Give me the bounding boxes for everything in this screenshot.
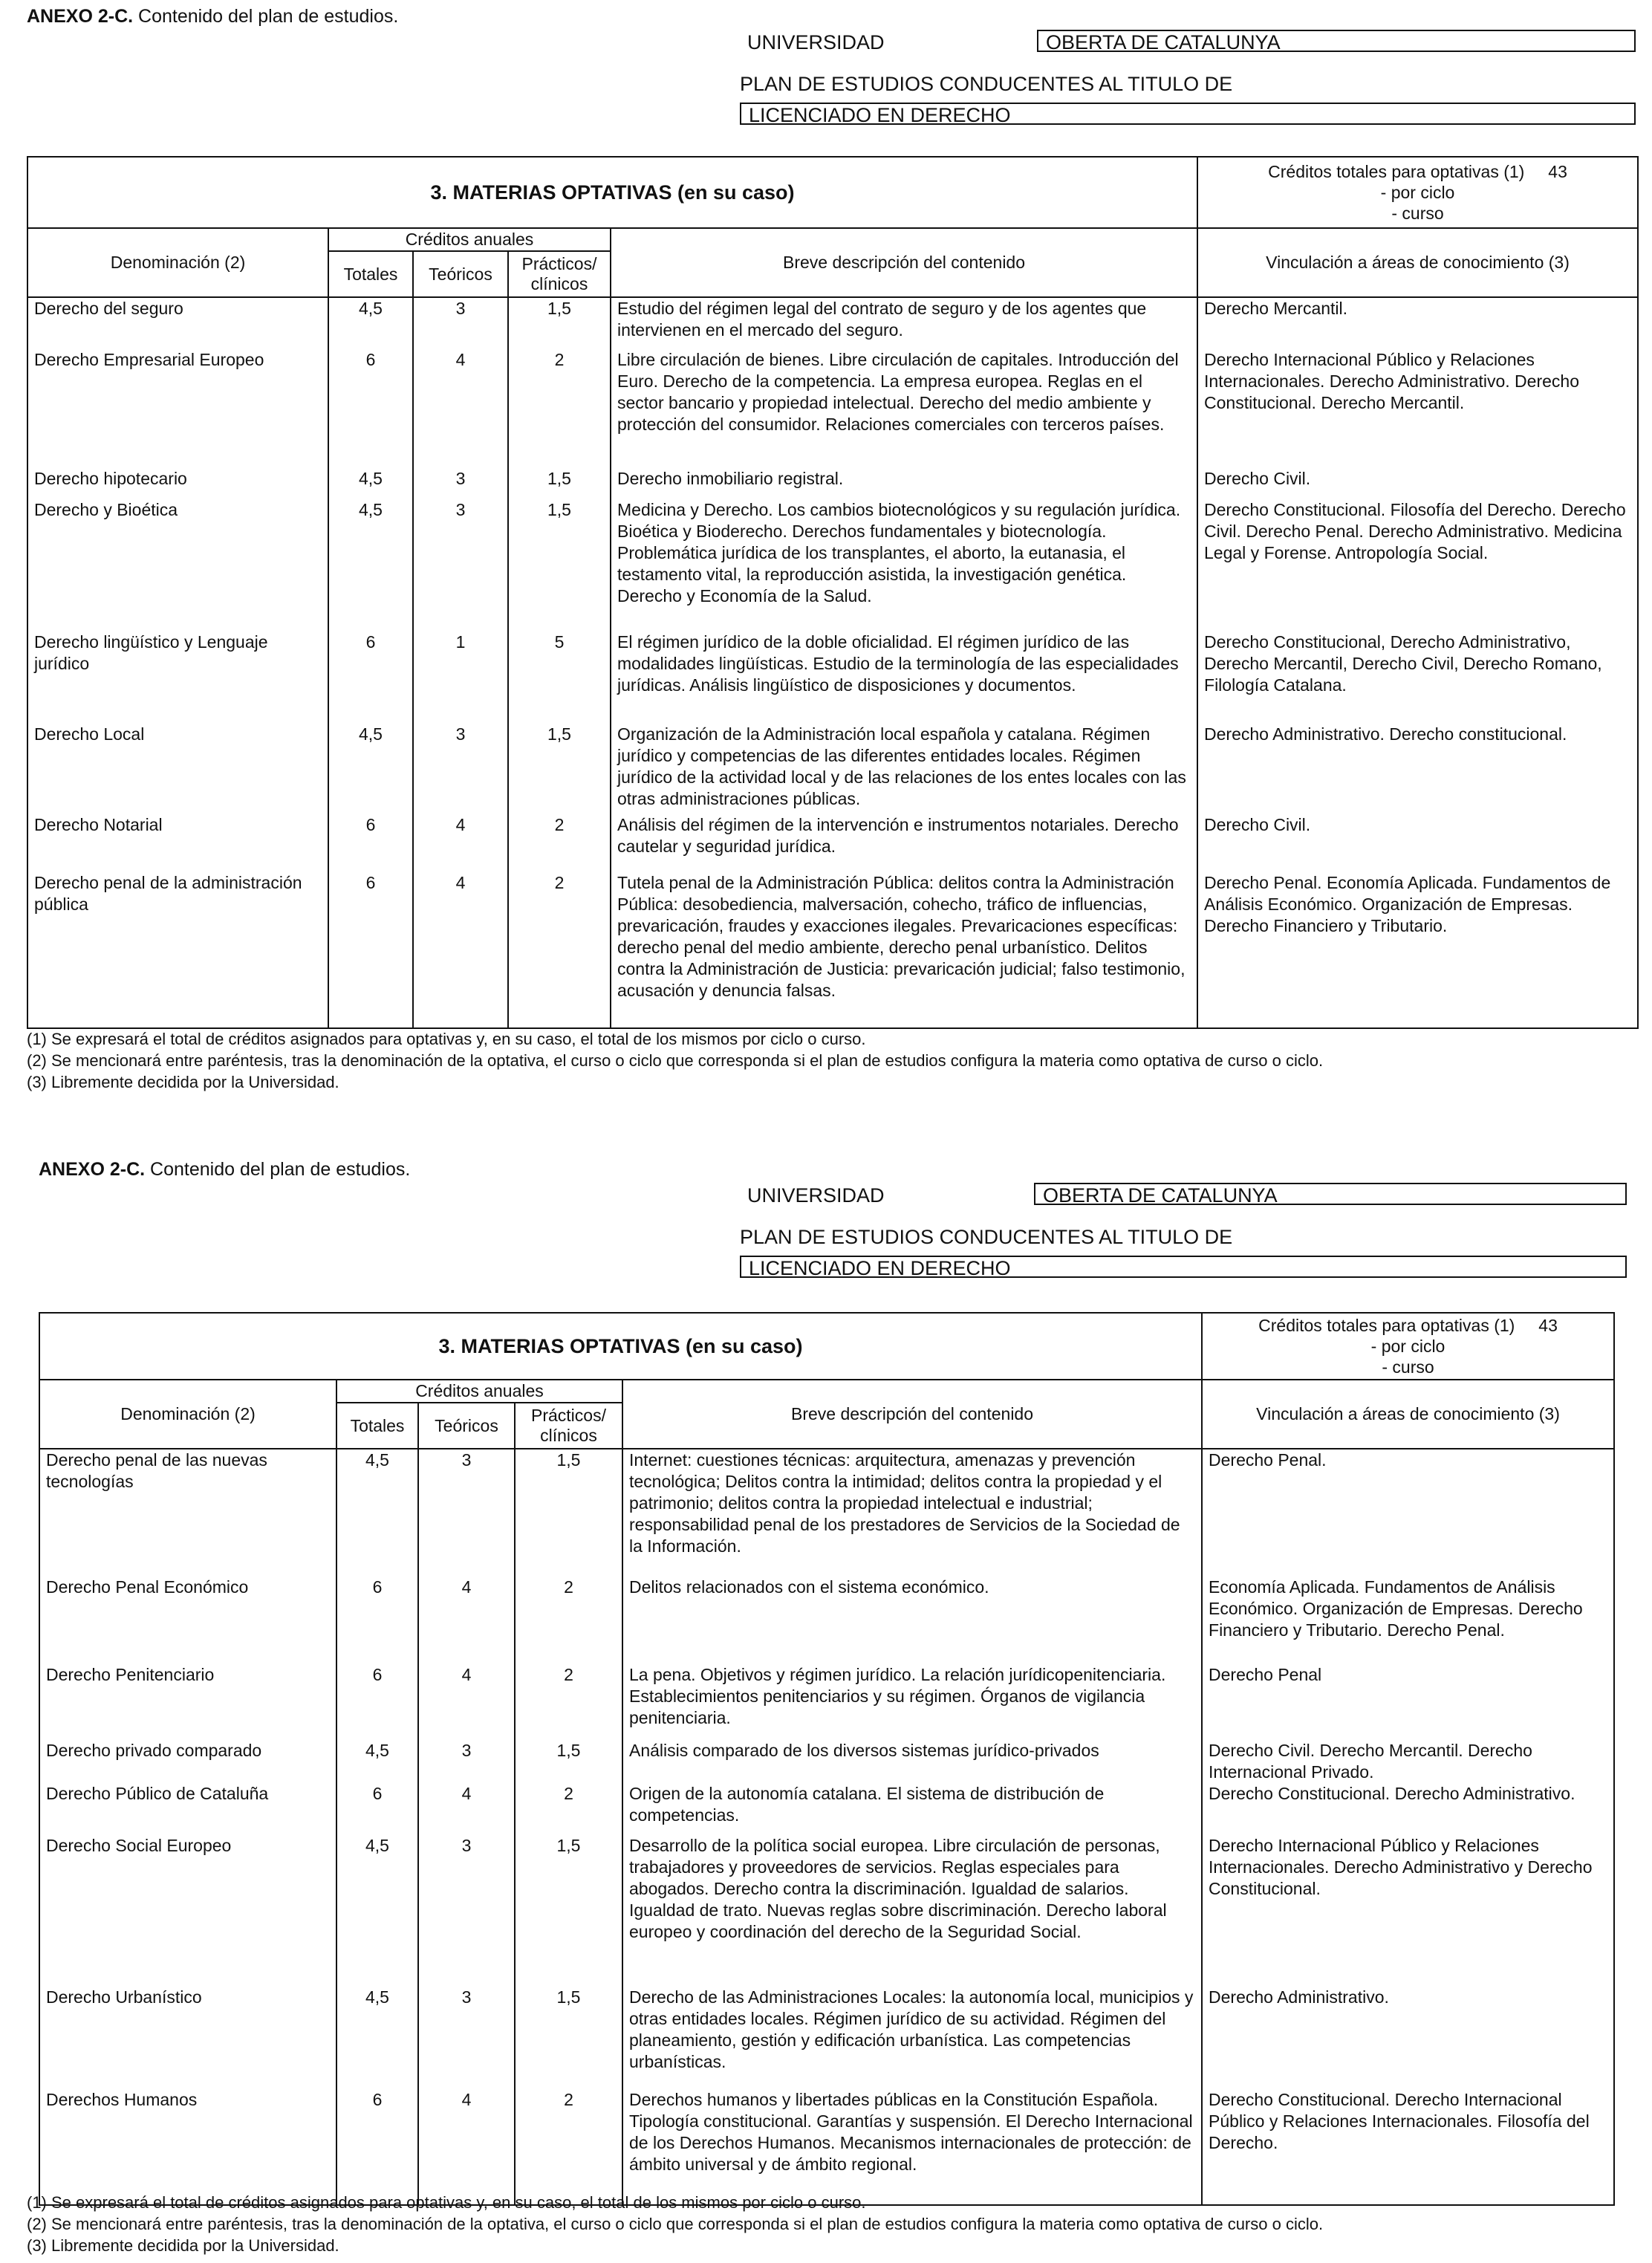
annex-heading: ANEXO 2-C. Contenido del plan de estudios.	[39, 1159, 411, 1180]
table-row	[39, 1740, 1614, 1783]
table-row	[39, 1449, 1614, 1577]
row-vinculacion: Derecho Civil.	[1197, 468, 1638, 499]
row-teoricos: 3	[413, 724, 508, 814]
row-vinculacion: Economía Aplicada. Fundamentos de Análisis Económico. Organización de Empresas. Derecho Financiero y Tributario. Derecho Penal.	[1202, 1577, 1614, 1664]
row-totales: 4,5	[328, 468, 413, 499]
row-teoricos: 3	[418, 1987, 515, 2089]
row-teoricos: 3	[418, 1449, 515, 1577]
row-descripcion: Origen de la autonomía catalana. El sistema de distribución de competencias.	[622, 1783, 1202, 1835]
row-practicos: 1,5	[508, 724, 611, 814]
row-vinculacion: Derecho Administrativo. Derecho constitucional.	[1197, 724, 1638, 814]
row-teoricos: 3	[418, 1835, 515, 1987]
row-practicos: 2	[515, 1783, 622, 1835]
table-row	[39, 2089, 1614, 2205]
col-teoricos: Teóricos	[413, 251, 508, 297]
creditos-totales-cell: Créditos totales para optativas (1) 43 - por ciclo - curso	[1197, 157, 1638, 228]
row-teoricos: 4	[418, 1577, 515, 1664]
row-totales: 6	[336, 1664, 418, 1740]
row-vinculacion: Derecho Internacional Público y Relaciones Internacionales. Derecho Administrativo. Derecho Constitucional. Derecho Mercantil.	[1197, 349, 1638, 468]
row-practicos: 1,5	[508, 297, 611, 349]
row-descripcion: Análisis comparado de los diversos sistemas jurídico-privados	[622, 1740, 1202, 1783]
row-practicos: 2	[508, 814, 611, 872]
row-descripcion: El régimen jurídico de la doble oficialidad. El régimen jurídico de las modalidades lingüísticas. Estudio de la terminología de las especialidades jurídicas. Análisis lingüístico de disposiciones y documentos.	[611, 632, 1197, 724]
row-totales: 6	[336, 1783, 418, 1835]
table-row	[39, 1664, 1614, 1740]
row-descripcion: Análisis del régimen de la intervención e instrumentos notariales. Derecho cautelar y seguridad jurídica.	[611, 814, 1197, 872]
row-denominacion: Derecho Urbanístico	[39, 1987, 336, 2089]
row-totales: 4,5	[328, 297, 413, 349]
row-descripcion: Delitos relacionados con el sistema económico.	[622, 1577, 1202, 1664]
row-descripcion: Derecho inmobiliario registral.	[611, 468, 1197, 499]
table-row	[39, 1783, 1614, 1835]
table-row	[27, 468, 1638, 499]
row-teoricos: 4	[413, 814, 508, 872]
row-denominacion: Derecho hipotecario	[27, 468, 328, 499]
creditos-totales-cell: Créditos totales para optativas (1) 43 - por ciclo - curso	[1202, 1313, 1614, 1380]
row-descripcion: Derechos humanos y libertades públicas en la Constitución Española. Tipología constitucional. Garantías y suspensión. El Derecho Internacional de los Derechos Humanos. Mecanismos internacionales de protección: de ámbito universal y de ámbito regional.	[622, 2089, 1202, 2205]
col-vinculacion: Vinculación a áreas de conocimiento (3)	[1197, 228, 1638, 297]
table-row	[27, 297, 1638, 349]
row-vinculacion: Derecho Constitucional. Filosofía del Derecho. Derecho Civil. Derecho Penal. Derecho Administrativo. Medicina Legal y Forense. Antropología Social.	[1197, 499, 1638, 632]
row-teoricos: 3	[413, 468, 508, 499]
row-teoricos: 1	[413, 632, 508, 724]
row-vinculacion: Derecho Civil.	[1197, 814, 1638, 872]
row-practicos: 2	[515, 1664, 622, 1740]
row-teoricos: 4	[418, 1664, 515, 1740]
col-denominacion: Denominación (2)	[27, 228, 328, 297]
universidad-label: UNIVERSIDAD	[747, 1184, 885, 1207]
universidad-value: OBERTA DE CATALUNYA	[1037, 30, 1636, 52]
footnote-1: (1) Se expresará el total de créditos asignados para optativas y, en su caso, el total de los mismos por ciclo o curso.	[27, 1030, 866, 1048]
row-descripcion: Derecho de las Administraciones Locales: la autonomía local, municipios y otras entidades locales. Régimen jurídico de su actividad. Régimen del planeamiento, gestión y edificación urbanística. Las competencias urbanísticas.	[622, 1987, 1202, 2089]
row-vinculacion: Derecho Constitucional. Derecho Internacional Público y Relaciones Internacionales. Filosofía del Derecho.	[1202, 2089, 1614, 2205]
table-row	[39, 1577, 1614, 1664]
row-denominacion: Derecho Penitenciario	[39, 1664, 336, 1740]
row-practicos: 1,5	[515, 1740, 622, 1783]
row-descripcion: Organización de la Administración local española y catalana. Régimen jurídico y competencias de las diferentes entidades locales. Régimen jurídico de la actividad local y de las relaciones de los entes locales con las otras administraciones públicas.	[611, 724, 1197, 814]
row-denominacion: Derecho Social Europeo	[39, 1835, 336, 1987]
row-totales: 4,5	[328, 724, 413, 814]
row-denominacion: Derecho privado comparado	[39, 1740, 336, 1783]
row-teoricos: 4	[418, 1783, 515, 1835]
col-teoricos: Teóricos	[418, 1403, 515, 1449]
row-denominacion: Derecho penal de la administración pública	[27, 872, 328, 1028]
table-row	[39, 1835, 1614, 1987]
row-denominacion: Derecho Notarial	[27, 814, 328, 872]
row-denominacion: Derecho Local	[27, 724, 328, 814]
row-vinculacion: Derecho Administrativo.	[1202, 1987, 1614, 2089]
footnote-2: (2) Se mencionará entre paréntesis, tras la denominación de la optativa, el curso o ciclo que corresponda si el plan de estudios configura la materia como optativa de curso o ciclo.	[27, 1051, 1324, 1070]
row-vinculacion: Derecho Constitucional. Derecho Administrativo.	[1202, 1783, 1614, 1835]
footnotes	[27, 2192, 1323, 2256]
row-descripcion: Internet: cuestiones técnicas: arquitectura, amenazas y prevención tecnológica; Delitos contra la intimidad; delitos contra la propiedad y el patrimonio; delitos contra la propiedad intelectual e industrial; responsabilidad penal de los prestadores de Servicios de la Sociedad de la Información.	[622, 1449, 1202, 1577]
universidad-value: OBERTA DE CATALUNYA	[1034, 1183, 1627, 1205]
section-title: 3. MATERIAS OPTATIVAS (en su caso)	[39, 1313, 1202, 1380]
table-row	[27, 814, 1638, 872]
universidad-label: UNIVERSIDAD	[747, 31, 885, 53]
row-teoricos: 3	[413, 297, 508, 349]
plan-value: LICENCIADO EN DERECHO	[740, 103, 1636, 125]
row-practicos: 2	[515, 2089, 622, 2205]
row-denominacion: Derecho penal de las nuevas tecnologías	[39, 1449, 336, 1577]
plan-label: PLAN DE ESTUDIOS CONDUCENTES AL TITULO DE	[740, 1226, 1233, 1248]
col-totales: Totales	[328, 251, 413, 297]
row-vinculacion: Derecho Civil. Derecho Mercantil. Derecho Internacional Privado.	[1202, 1740, 1614, 1783]
col-totales: Totales	[336, 1403, 418, 1449]
table-row	[27, 632, 1638, 724]
footnotes	[27, 1028, 1323, 1093]
row-teoricos: 4	[413, 349, 508, 468]
col-vinculacion: Vinculación a áreas de conocimiento (3)	[1202, 1380, 1614, 1449]
row-descripcion: Desarrollo de la política social europea. Libre circulación de personas, trabajadores y proveedores de servicios. Reglas especiales para abogados. Derecho contra la discriminación. Igualdad de salarios. Igualdad de trato. Nuevas reglas sobre discriminación. Derecho laboral europeo y coordinación del derecho de la Seguridad Social.	[622, 1835, 1202, 1987]
footnote-3: (3) Libremente decidida por la Universidad.	[27, 2236, 339, 2255]
row-denominacion: Derecho Empresarial Europeo	[27, 349, 328, 468]
annex-heading: ANEXO 2-C. Contenido del plan de estudios.	[27, 6, 399, 27]
table-row	[27, 499, 1638, 632]
row-descripcion: Estudio del régimen legal del contrato de seguro y de los agentes que intervienen en el mercado del seguro.	[611, 297, 1197, 349]
footnote-2: (2) Se mencionará entre paréntesis, tras la denominación de la optativa, el curso o ciclo que corresponda si el plan de estudios configura la materia como optativa de curso o ciclo.	[27, 2215, 1324, 2233]
row-totales: 6	[336, 1577, 418, 1664]
row-practicos: 1,5	[508, 468, 611, 499]
row-vinculacion: Derecho Internacional Público y Relaciones Internacionales. Derecho Administrativo y Derecho Constitucional.	[1202, 1835, 1614, 1987]
row-practicos: 5	[508, 632, 611, 724]
optativas-table	[27, 156, 1639, 1029]
row-totales: 6	[328, 632, 413, 724]
col-denominacion: Denominación (2)	[39, 1380, 336, 1449]
row-totales: 6	[328, 872, 413, 1028]
row-teoricos: 4	[413, 872, 508, 1028]
row-practicos: 1,5	[508, 499, 611, 632]
footnote-1: (1) Se expresará el total de créditos asignados para optativas y, en su caso, el total de los mismos por ciclo o curso.	[27, 2193, 866, 2212]
row-denominacion: Derecho Público de Cataluña	[39, 1783, 336, 1835]
row-totales: 4,5	[336, 1740, 418, 1783]
table-row	[39, 1987, 1614, 2089]
row-denominacion: Derecho y Bioética	[27, 499, 328, 632]
plan-value: LICENCIADO EN DERECHO	[740, 1256, 1627, 1278]
row-teoricos: 3	[413, 499, 508, 632]
row-denominacion: Derecho Penal Económico	[39, 1577, 336, 1664]
row-denominacion: Derecho del seguro	[27, 297, 328, 349]
section-title: 3. MATERIAS OPTATIVAS (en su caso)	[27, 157, 1197, 228]
table-row	[27, 872, 1638, 1028]
row-practicos: 1,5	[515, 1449, 622, 1577]
row-totales: 6	[328, 814, 413, 872]
row-vinculacion: Derecho Mercantil.	[1197, 297, 1638, 349]
footnote-3: (3) Libremente decidida por la Universidad.	[27, 1073, 339, 1091]
table-row	[27, 724, 1638, 814]
row-descripcion: Medicina y Derecho. Los cambios biotecnológicos y su regulación jurídica. Bioética y Bioderecho. Derechos fundamentales y biotecnología. Problemática jurídica de los transplantes, el aborto, la eutanasia, el testamento vital, la reproducción asistida, la investigación genética. Derecho y Economía de la Salud.	[611, 499, 1197, 632]
row-totales: 4,5	[336, 1987, 418, 2089]
plan-label: PLAN DE ESTUDIOS CONDUCENTES AL TITULO DE	[740, 73, 1233, 95]
row-totales: 6	[328, 349, 413, 468]
row-vinculacion: Derecho Penal.	[1202, 1449, 1614, 1577]
row-totales: 4,5	[336, 1835, 418, 1987]
row-practicos: 2	[508, 872, 611, 1028]
col-creditos-anuales: Créditos anuales	[328, 228, 611, 251]
row-denominacion: Derechos Humanos	[39, 2089, 336, 2205]
row-practicos: 1,5	[515, 1835, 622, 1987]
row-totales: 6	[336, 2089, 418, 2205]
col-practicos: Prácticos/ clínicos	[508, 251, 611, 297]
col-practicos: Prácticos/ clínicos	[515, 1403, 622, 1449]
optativas-table	[39, 1312, 1615, 2206]
row-teoricos: 4	[418, 2089, 515, 2205]
row-teoricos: 3	[418, 1740, 515, 1783]
row-practicos: 1,5	[515, 1987, 622, 2089]
row-practicos: 2	[508, 349, 611, 468]
row-practicos: 2	[515, 1577, 622, 1664]
row-descripcion: Libre circulación de bienes. Libre circulación de capitales. Introducción del Euro. Derecho de la competencia. La empresa europea. Reglas en el sector bancario y propiedad intelectual. Derecho del medio ambiente y protección del consumidor. Relaciones comerciales con terceros países.	[611, 349, 1197, 468]
col-descripcion: Breve descripción del contenido	[611, 228, 1197, 297]
row-descripcion: Tutela penal de la Administración Pública: delitos contra la Administración Pública: desobediencia, malversación, cohecho, tráfico de influencias, prevaricación, fraudes y exacciones ilegales. Prevaricaciones específicas: derecho penal del medio ambiente, derecho penal urbanístico. Delitos contra la Administración de Justicia: prevaricación judicial; falso testimonio, acusación y denuncia falsas.	[611, 872, 1197, 1028]
col-descripcion: Breve descripción del contenido	[622, 1380, 1202, 1449]
row-descripcion: La pena. Objetivos y régimen jurídico. La relación jurídicopenitenciaria. Establecimientos penitenciarios y su régimen. Órganos de vigilancia penitenciaria.	[622, 1664, 1202, 1740]
col-creditos-anuales: Créditos anuales	[336, 1380, 622, 1403]
row-totales: 4,5	[336, 1449, 418, 1577]
row-denominacion: Derecho lingüístico y Lenguaje jurídico	[27, 632, 328, 724]
row-vinculacion: Derecho Constitucional, Derecho Administrativo, Derecho Mercantil, Derecho Civil, Derecho Romano, Filología Catalana.	[1197, 632, 1638, 724]
row-totales: 4,5	[328, 499, 413, 632]
table-row	[27, 349, 1638, 468]
row-vinculacion: Derecho Penal. Economía Aplicada. Fundamentos de Análisis Económico. Organización de Empresas. Derecho Financiero y Tributario.	[1197, 872, 1638, 1028]
row-vinculacion: Derecho Penal	[1202, 1664, 1614, 1740]
